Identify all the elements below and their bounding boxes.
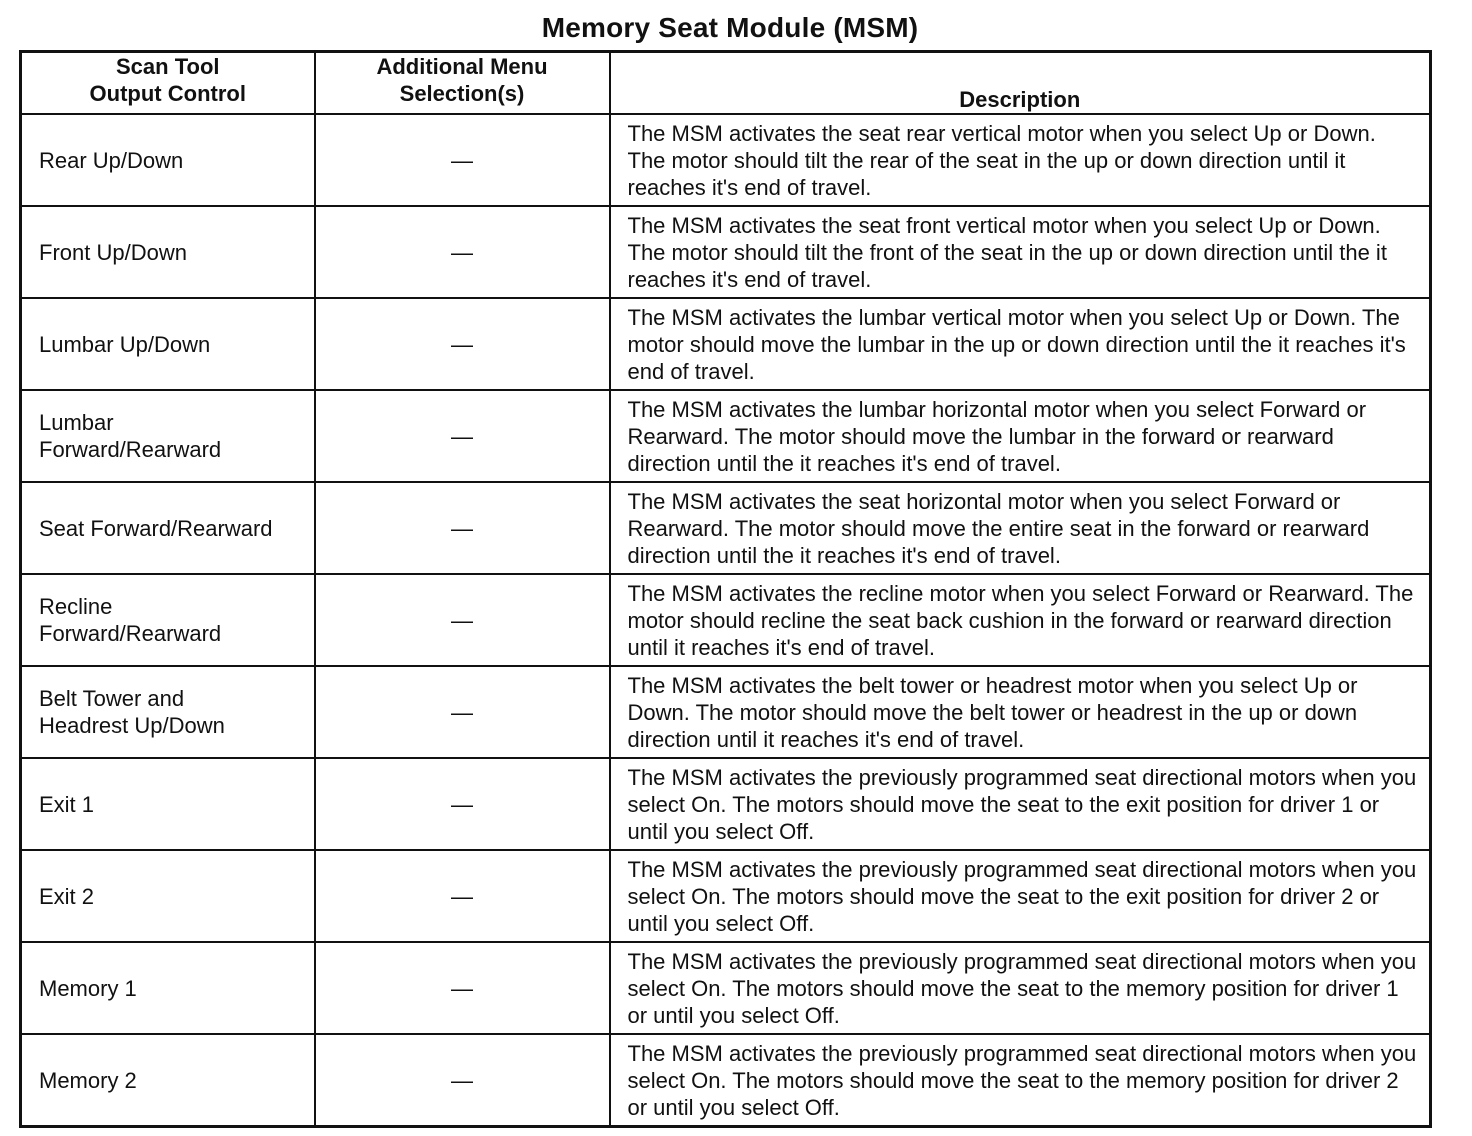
menu-selection-cell: — [315,574,610,666]
output-control-label: Rear Up/Down [39,147,184,173]
table-row [21,482,1431,574]
output-control-cell [21,206,315,298]
menu-selection-cell: — [315,758,610,850]
menu-selection-cell: — [315,850,610,942]
header-scan-tool-line1: Scan Tool [116,54,220,79]
output-control-label: Memory 2 [39,1067,137,1093]
table-row [21,942,1431,1034]
output-control-cell [21,574,315,666]
menu-selection-cell: — [315,1034,610,1127]
table-row [21,850,1431,942]
output-control-label: Lumbar [39,410,114,435]
description-cell: The MSM activates the previously programmed seat directional motors when you select On. The motors should move the seat to the exit position for driver 1 or until you select Off. [610,758,1431,850]
menu-selection-cell: — [315,390,610,482]
menu-selection-cell: — [315,298,610,390]
description-cell: The MSM activates the lumbar horizontal motor when you select Forward or Rearward. The motor should move the lumbar in the forward or rearward direction until the it reaches it's end of travel. [610,390,1431,482]
table-row [21,574,1431,666]
description-cell: The MSM activates the seat rear vertical motor when you select Up or Down. The motor should tilt the rear of the seat in the up or down direction until it reaches it's end of travel. [610,114,1431,206]
output-control-label: Seat Forward/Rearward [39,515,273,541]
table-row [21,390,1431,482]
output-control-label: Recline [39,594,113,619]
header-scan-tool-output-control [21,52,315,115]
table-row [21,114,1431,206]
output-control-cell [21,298,315,390]
table-body [21,114,1431,1127]
output-control-cell [21,666,315,758]
table-header-row [21,52,1431,115]
output-control-cell [21,1034,315,1127]
description-cell: The MSM activates the seat horizontal motor when you select Forward or Rearward. The motor should move the entire seat in the forward or rearward direction until the it reaches it's end of travel. [610,482,1431,574]
description-cell: The MSM activates the previously programmed seat directional motors when you select On. The motors should move the seat to the exit position for driver 2 or until you select Off. [610,850,1431,942]
output-control-cell [21,850,315,942]
description-cell: The MSM activates the previously programmed seat directional motors when you select On. The motors should move the seat to the memory position for driver 2 or until you select Off. [610,1034,1431,1127]
output-control-cell [21,114,315,206]
msm-output-control-table [19,50,1432,1128]
menu-selection-cell: — [315,206,610,298]
description-cell: The MSM activates the belt tower or headrest motor when you select Up or Down. The motor should move the belt tower or headrest in the up or down direction until it reaches it's end of travel. [610,666,1431,758]
output-control-label: Forward/Rearward [39,621,222,646]
header-menu-line1: Additional Menu [376,54,548,79]
output-control-cell [21,758,315,850]
output-control-cell [21,942,315,1034]
table-row [21,1034,1431,1127]
output-control-label: Front Up/Down [39,239,187,265]
menu-selection-cell: — [315,482,610,574]
description-cell: The MSM activates the seat front vertical motor when you select Up or Down. The motor should tilt the front of the seat in the up or down direction until the it reaches it's end of travel. [610,206,1431,298]
description-cell: The MSM activates the lumbar vertical motor when you select Up or Down. The motor should move the lumbar in the up or down direction until the it reaches it's end of travel. [610,298,1431,390]
output-control-label: Lumbar Up/Down [39,331,211,357]
output-control-label: Forward/Rearward [39,437,222,462]
output-control-label: Exit 1 [39,791,95,817]
menu-selection-cell: — [315,666,610,758]
header-additional-menu-selections [315,52,610,115]
output-control-label: Exit 2 [39,883,95,909]
table-row [21,298,1431,390]
output-control-label: Memory 1 [39,975,137,1001]
menu-selection-cell: — [315,942,610,1034]
table-row [21,758,1431,850]
output-control-cell [21,482,315,574]
page-title: Memory Seat Module (MSM) [541,12,919,43]
output-control-label: Headrest Up/Down [39,713,225,738]
menu-selection-cell: — [315,114,610,206]
table-row [21,206,1431,298]
output-control-cell [21,390,315,482]
description-cell: The MSM activates the previously programmed seat directional motors when you select On. The motors should move the seat to the memory position for driver 1 or until you select Off. [610,942,1431,1034]
output-control-label: Belt Tower and [39,686,185,711]
description-cell: The MSM activates the recline motor when you select Forward or Rearward. The motor should recline the seat back cushion in the forward or rearward direction until it reaches it's end of travel. [610,574,1431,666]
table-row [21,666,1431,758]
header-description: Description [610,52,1431,115]
header-menu-line2: Selection(s) [399,81,525,106]
header-scan-tool-line2: Output Control [89,81,246,106]
